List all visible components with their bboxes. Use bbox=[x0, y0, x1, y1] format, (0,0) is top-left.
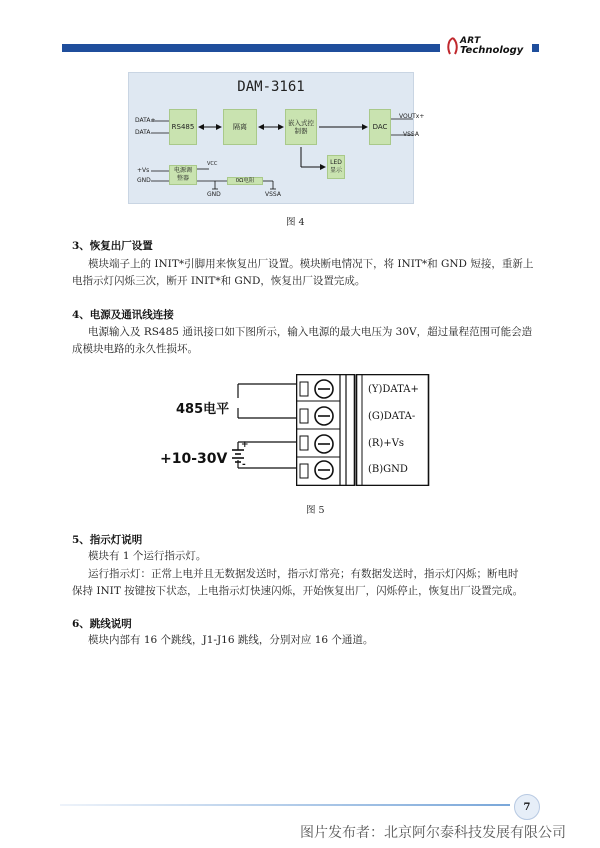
block-controller: 嵌入式控制器 bbox=[285, 109, 317, 145]
section3-line1: 模块端子上的 INIT*引脚用来恢复出厂设置。模块断电情况下，将 INIT*和 GND 短接，重新上 bbox=[88, 258, 534, 270]
figure4-caption: 图 4 bbox=[286, 217, 305, 228]
section6-line1: 模块内部有 16 个跳线，J1-J16 跳线，分别对应 16 个通道。 bbox=[88, 634, 374, 646]
company-logo bbox=[446, 36, 530, 58]
block-power-regulator: 电源调整器 bbox=[169, 165, 197, 185]
diagram-connections bbox=[129, 73, 413, 203]
section4-line2: 成模块电路的永久性损坏。 bbox=[72, 343, 198, 355]
section5-line2: 运行指示灯：正常上电并且无数据发送时，指示灯常亮；有数据发送时，指示灯闪烁；断电时 bbox=[88, 568, 519, 580]
label-vssa-bottom: VSSA bbox=[265, 191, 281, 198]
section5-title: 5、指示灯说明 bbox=[72, 534, 143, 546]
label-data-minus: DATA bbox=[135, 129, 151, 136]
block-led: LED显示 bbox=[327, 155, 345, 179]
terminal-label-4: (B)GND bbox=[368, 464, 408, 475]
label-data-plus: DATA+ bbox=[135, 117, 156, 124]
logo-mark-icon bbox=[446, 36, 460, 56]
block-diagram bbox=[128, 72, 425, 204]
label-minus: - bbox=[242, 460, 246, 470]
block-zero-ohm: 0Ω电阻 bbox=[227, 177, 263, 185]
header-dot bbox=[532, 44, 539, 52]
label-vs: +Vs bbox=[137, 167, 150, 174]
section6-title: 6、跳线说明 bbox=[72, 618, 132, 630]
figure5-caption: 图 5 bbox=[306, 505, 325, 516]
terminal-label-3: (R)+Vs bbox=[368, 438, 405, 449]
footer-line bbox=[60, 804, 510, 806]
publisher-watermark: 图片发布者：北京阿尔泰科技发展有限公司 bbox=[300, 825, 566, 841]
terminal-label-1: (Y)DATA+ bbox=[368, 384, 419, 395]
logo-text-technology: Technology bbox=[460, 45, 524, 56]
diagram-title: DAM-3161 bbox=[237, 79, 305, 95]
section5-line3: 保持 INIT 按键按下状态，上电指示灯快速闪烁，开始恢复出厂，闪烁停止，恢复出厂设置完成。 bbox=[72, 585, 524, 597]
label-plus: + bbox=[241, 440, 249, 450]
label-voltage-range: +10-30V bbox=[160, 451, 228, 467]
label-gnd: GND bbox=[137, 177, 151, 184]
section4-line1: 电源输入及 RS485 通讯接口如下图所示，输入电源的最大电压为 30V，超过量程范围可能会造 bbox=[88, 326, 533, 338]
section3-title: 3、恢复出厂设置 bbox=[72, 240, 153, 252]
label-gnd-bottom: GND bbox=[207, 191, 221, 198]
wiring-lines bbox=[160, 370, 300, 490]
label-485-level: 485电平 bbox=[176, 402, 230, 417]
page-number: 7 bbox=[514, 794, 540, 820]
header-bar bbox=[62, 44, 440, 52]
label-vssa: VSSA bbox=[403, 131, 419, 138]
block-isolation: 隔离 bbox=[223, 109, 257, 145]
terminal-label-2: (G)DATA- bbox=[368, 411, 416, 422]
section5-line1: 模块有 1 个运行指示灯。 bbox=[88, 550, 207, 562]
section4-title: 4、电源及通讯线连接 bbox=[72, 309, 174, 321]
block-dac: DAC bbox=[369, 109, 391, 145]
logo-text-art: ART bbox=[460, 36, 481, 46]
block-rs485: RS485 bbox=[169, 109, 197, 145]
section3-line2: 电指示灯闪烁三次，断开 INIT*和 GND，恢复出厂设置完成。 bbox=[72, 275, 366, 287]
terminal-block bbox=[296, 374, 430, 486]
label-vcc: VCC bbox=[207, 161, 218, 167]
label-voutx: VOUTx+ bbox=[399, 113, 425, 120]
